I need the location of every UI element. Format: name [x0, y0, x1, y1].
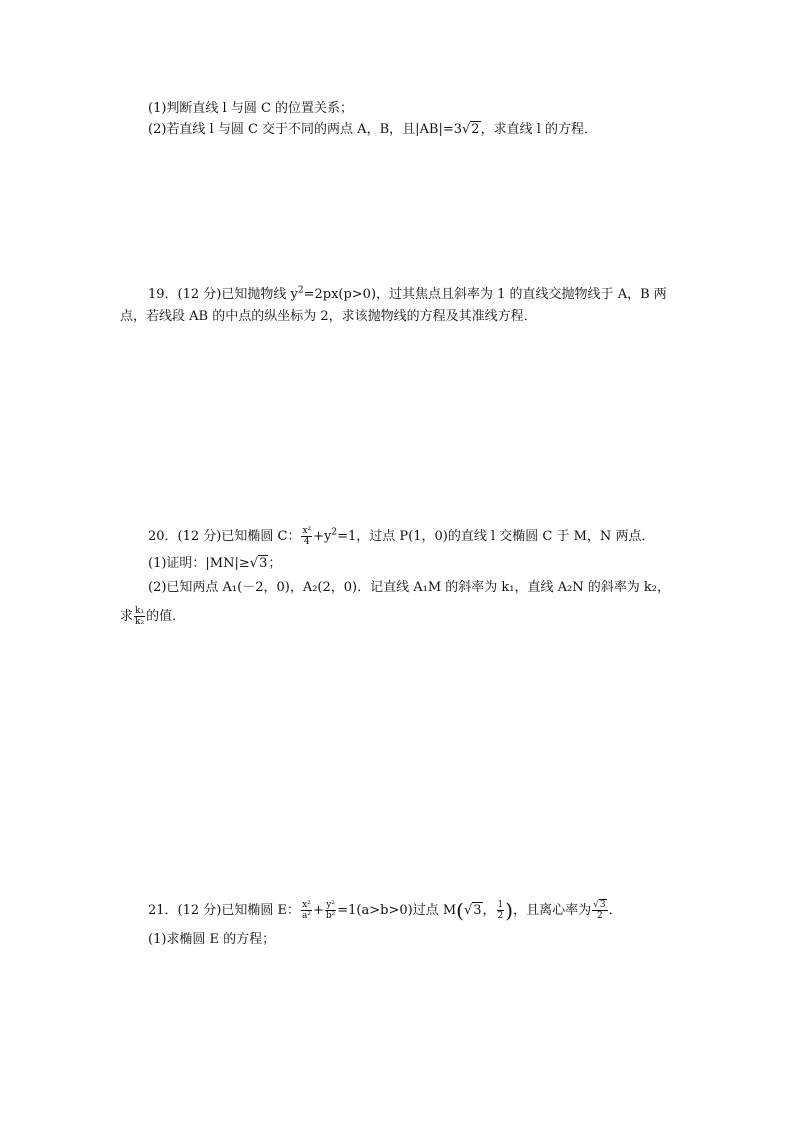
- q20-part1-b: ；: [268, 556, 282, 571]
- fraction-numerator: k₁: [135, 606, 145, 616]
- right-paren: ): [505, 898, 514, 923]
- q21-plus: +: [312, 903, 324, 918]
- q20-exponent: 2: [331, 527, 338, 538]
- q20-part2-tail: [120, 606, 185, 627]
- q19-line2: 点，若线段 AB 的中点的纵坐标为 2，求该抛物线的方程及其准线方程．: [120, 309, 537, 324]
- q21-part1: (1)求椭圆 E 的方程；: [148, 932, 276, 947]
- sqrt-symbol: √2: [462, 122, 480, 137]
- q21-head-b: =1(a>b>0)过点 M: [337, 903, 457, 918]
- q20-part1-a: (1)证明：|MN|≥: [148, 556, 250, 571]
- q21-point-fraction: [497, 900, 505, 921]
- q18-part2: [148, 122, 597, 138]
- q21-point-separator: ，: [482, 903, 496, 918]
- q20-tail-a: 求: [120, 609, 134, 624]
- q19-line1-b: =2px(p>0)，过其焦点且斜率为 1 的直线交抛物线于 A，B 两: [303, 287, 667, 302]
- q20-part2: (2)已知两点 A₁(－2，0)，A₂(2，0)．记直线 A₁M 的斜率为 k₁，直线 A₂N 的斜率为 k₂，: [148, 580, 670, 595]
- sqrt-symbol: √3: [249, 556, 268, 571]
- q20-part1-radicand: 3: [259, 556, 268, 571]
- fraction-denominator: 2: [497, 911, 504, 921]
- q21-head-c: ，且离心率为: [513, 903, 592, 918]
- fraction-numerator: x²: [302, 900, 311, 910]
- q18-part1: (1)判断直线 l 与圆 C 的位置关系；: [148, 101, 354, 116]
- sqrt-symbol: √3: [463, 903, 482, 918]
- q21-fraction-x: [301, 900, 312, 921]
- q20-part1: [148, 556, 281, 572]
- fraction-numerator: [592, 900, 607, 911]
- q20-fraction: [301, 526, 312, 547]
- fraction-numerator: y²: [326, 900, 335, 910]
- q19-exponent: 2: [297, 285, 304, 296]
- q18-part2-radicand: 2: [471, 122, 480, 137]
- q20-head-c: =1，过点 P(1，0)的直线 l 交椭圆 C 于 M，N 两点．: [337, 529, 655, 544]
- fraction-denominator: 4: [303, 537, 310, 547]
- q21-heading: [148, 900, 622, 921]
- q20-heading: [148, 526, 654, 547]
- sqrt-symbol: √3: [593, 900, 606, 910]
- q20-k-fraction: [134, 606, 145, 627]
- q21-eccentricity-fraction: [592, 900, 607, 921]
- q20-tail-b: 的值．: [146, 609, 186, 624]
- q20-head-a: 20．(12 分)已知椭圆 C：: [148, 529, 301, 544]
- fraction-denominator: a²: [301, 911, 311, 921]
- q21-e-radicand: 3: [599, 900, 606, 910]
- q21-head-a: 21．(12 分)已知椭圆 E：: [148, 903, 300, 918]
- left-paren: (: [456, 898, 464, 923]
- q21-head-d: ．: [608, 903, 622, 918]
- q19-line1-a: 19．(12 分)已知抛物线 y: [148, 287, 298, 302]
- q21-point-radicand: 3: [473, 903, 482, 918]
- q18-part2-text-b: ，求直线 l 的方程．: [480, 122, 598, 137]
- fraction-numerator: x²: [302, 526, 312, 536]
- q20-head-b: +y: [313, 529, 332, 544]
- fraction-denominator: 2: [596, 911, 603, 921]
- fraction-denominator: k₂: [135, 617, 145, 627]
- q18-part2-text-a: (2)若直线 l 与圆 C 交于不同的两点 A，B，且|AB|=3: [148, 122, 462, 137]
- fraction-numerator: 1: [497, 900, 504, 910]
- q19-line1: [148, 287, 667, 303]
- fraction-denominator: b²: [325, 911, 336, 921]
- q21-fraction-y: [325, 900, 336, 921]
